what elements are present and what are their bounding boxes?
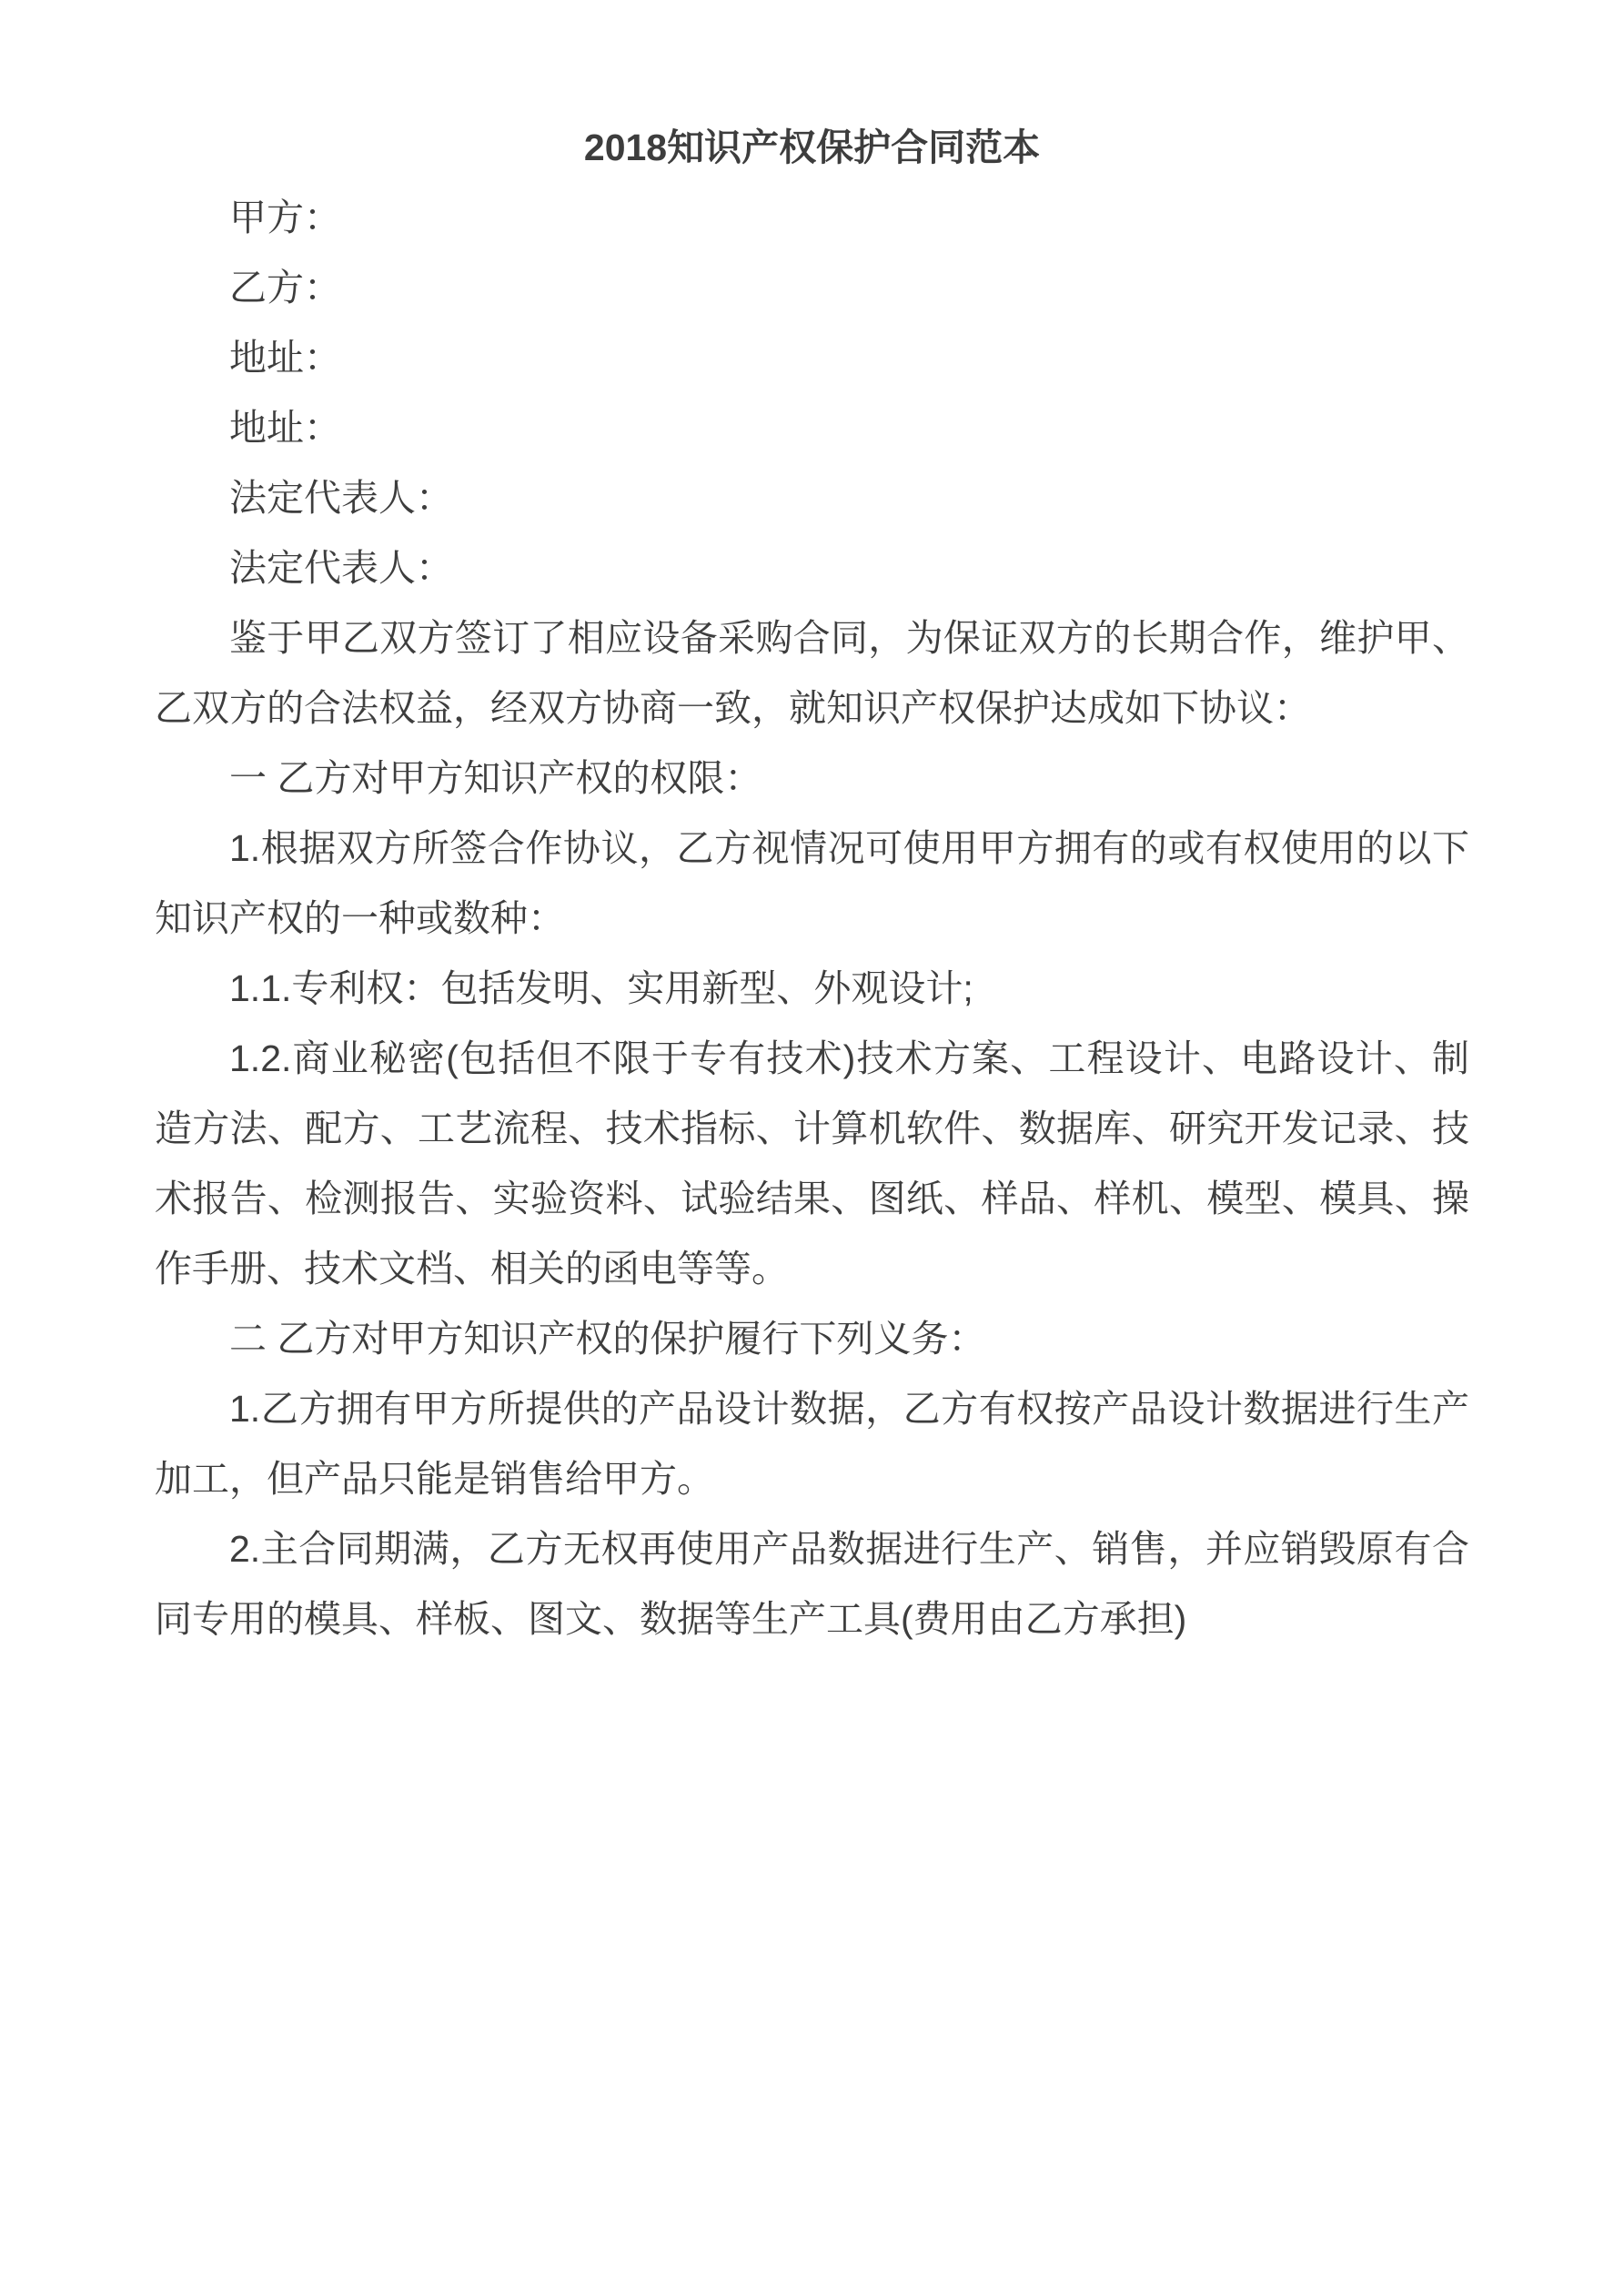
preamble-paragraph: 鉴于甲乙双方签订了相应设备采购合同，为保证双方的长期合作，维护甲、乙双方的合法权益，经双方协商一致，就知识产权保护达成如下协议： xyxy=(155,617,1469,729)
clause-2-1: 1.乙方拥有甲方所提供的产品设计数据，乙方有权按产品设计数据进行生产加工，但产品只能是销售给甲方。 xyxy=(155,1388,1469,1500)
legal-representative-line-1: 法定代表人： xyxy=(229,477,453,519)
clause-1-1: 1.根据双方所签合作协议，乙方视情况可使用甲方拥有的或有权使用的以下知识产权的一种或数种： xyxy=(155,827,1469,939)
clause-1-2: 1.2.商业秘密(包括但不限于专有技术)技术方案、工程设计、电路设计、制造方法、配方、工艺流程、技术指标、计算机软件、数据库、研究开发记录、技术报告、检测报告、实验资料、试验结果、图纸、样品、样机、模型、模具、操作手册、技术文档、相关的函电等等。 xyxy=(155,1037,1469,1290)
address-line-2: 地址： xyxy=(229,407,341,449)
section-two-heading: 二 乙方对甲方知识产权的保护履行下列义务： xyxy=(229,1318,986,1360)
legal-representative-line-2: 法定代表人： xyxy=(229,547,453,589)
party-a-line: 甲方： xyxy=(229,197,341,238)
document-title: 2018知识产权保护合同范本 xyxy=(583,126,1041,168)
clause-1-1-1: 1.1.专利权：包括发明、实用新型、外观设计; xyxy=(229,967,973,1009)
clause-2-2: 2.主合同期满，乙方无权再使用产品数据进行生产、销售，并应销毁原有合同专用的模具、样板、图文、数据等生产工具(费用由乙方承担) xyxy=(155,1528,1469,1640)
address-line-1: 地址： xyxy=(229,337,341,379)
section-one-heading: 一 乙方对甲方知识产权的权限： xyxy=(229,757,762,799)
party-b-line: 乙方： xyxy=(229,267,341,308)
